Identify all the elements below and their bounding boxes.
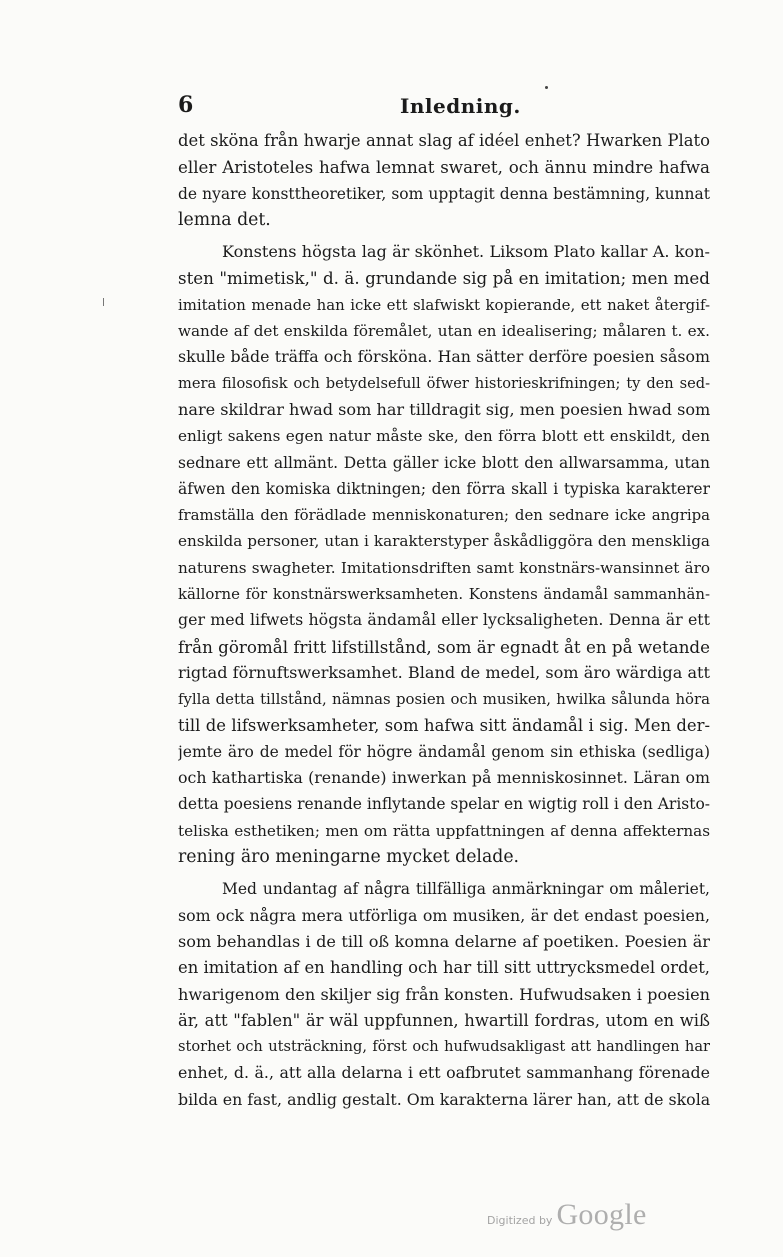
text-line: hwarigenom den skiljer sig från konsten. Hufwudsaken i poesien (178, 984, 710, 1004)
text-line: naturens swagheter. Imitationsdriften samt konstnärs-wansinnet äro (178, 558, 710, 577)
text-line: eller Aristoteles hafwa lemnat swaret, och ännu mindre hafwa (178, 157, 710, 178)
text-line: rigtad förnuftswerksamhet. Bland de medel, som äro wärdiga att (178, 662, 710, 682)
text-line: och kathartiska (renande) inwerkan på menniskosinnet. Läran om (178, 768, 710, 788)
margin-mark (103, 298, 104, 306)
text-line: storhet och utsträckning, först och hufwudsakligast att handlingen har (178, 1038, 710, 1056)
watermark-caption: Digitized by (487, 1214, 553, 1227)
text-line: bilda en fast, andlig gestalt. Om karakterna lärer han, att de skola (178, 1089, 710, 1109)
text-line: källorne för konstnärswerksamheten. Konstens ändamål sammanhän- (178, 585, 710, 604)
text-line: imitation menade han icke ett slafwiskt kopierande, ett naket återgif- (178, 295, 710, 314)
text-line: jemte äro de medel för högre ändamål genom sin ethiska (sedliga) (178, 742, 710, 761)
body-text (178, 128, 710, 1113)
text-line: sten "mimetisk," d. ä. grundande sig på en imitation; men med (178, 268, 710, 289)
text-line: wande af det enskilda föremålet, utan en idealisering; målaren t. ex. (178, 322, 710, 341)
text-line: enskilda personer, utan i karakterstyper åskådliggöra den menskliga (178, 532, 710, 551)
text-line: enligt sakens egen natur måste ske, den förra blott ett enskildt, den (178, 427, 710, 446)
text-line: framställa den förädlade menniskonaturen; den sednare icke angripa (178, 506, 710, 525)
google-logo: Google (556, 1198, 647, 1231)
text-line: detta poesiens renande inflytande spelar en wigtig roll i den Aristo- (178, 795, 710, 814)
text-line: som behandlas i de till oß komna delarne af poetiken. Poesien är (178, 931, 710, 951)
stray-ink-dot (545, 86, 548, 89)
text-line: äfwen den komiska diktningen; den förra skall i typiska karakterer (178, 479, 710, 498)
paragraph (178, 876, 710, 1113)
text-line: till de lifswerksamheter, som hafwa sitt ändamål i sig. Men der- (178, 715, 710, 735)
text-line: enhet, d. ä., att alla delarna i ett oafbrutet sammanhang förenade (178, 1063, 710, 1083)
text-line: rening äro meningarne mycket delade. (178, 847, 520, 868)
text-line: mera filosofisk och betydelsefull öfwer historieskrifningen; ty den sed- (178, 374, 710, 392)
text-line: sednare ett allmänt. Detta gäller icke blott den allwarsamma, utan (178, 453, 710, 472)
text-line: skulle både träffa och försköna. Han sätter derföre poesien såsom (178, 347, 710, 367)
text-line: en imitation af en handling och har till sitt uttrycksmedel ordet, (178, 958, 710, 978)
text-line: som ock några mera utförliga om musiken, är det endast poesien, (178, 905, 710, 925)
paragraph (178, 128, 710, 233)
text-line: Med undantag af några tillfälliga anmärkningar om måleriet, (222, 880, 710, 899)
text-line: från göromål fritt lifstillstånd, som är egnadt åt en på wetande (178, 636, 710, 657)
text-line: Konstens högsta lag är skönhet. Liksom Plato kallar A. kon- (222, 242, 710, 262)
text-line: lemna det. (178, 209, 271, 230)
text-line: fylla detta tillstånd, nämnas posien och musiken, hwilka sålunda höra (178, 690, 710, 709)
page-number: 6 (178, 92, 194, 118)
text-line: det sköna från hwarje annat slag af idéel enhet? Hwarken Plato (178, 131, 710, 150)
running-head: Inledning. (400, 94, 521, 118)
text-line: nare skildrar hwad som har tilldragit sig, men poesien hwad som (178, 399, 710, 419)
text-line: är, att "fablen" är wäl uppfunnen, hwartill fordras, utom en wiß (178, 1010, 710, 1030)
digitized-by-google-watermark (487, 1198, 647, 1232)
text-line: de nyare konsttheoretiker, som upptagit denna bestämning, kunnat (178, 184, 710, 203)
text-line: teliska esthetiken; men om rätta uppfattningen af denna affekternas (178, 821, 710, 840)
paragraph (178, 239, 710, 870)
text-line: ger med lifwets högsta ändamål eller lycksaligheten. Denna är ett (178, 610, 710, 630)
